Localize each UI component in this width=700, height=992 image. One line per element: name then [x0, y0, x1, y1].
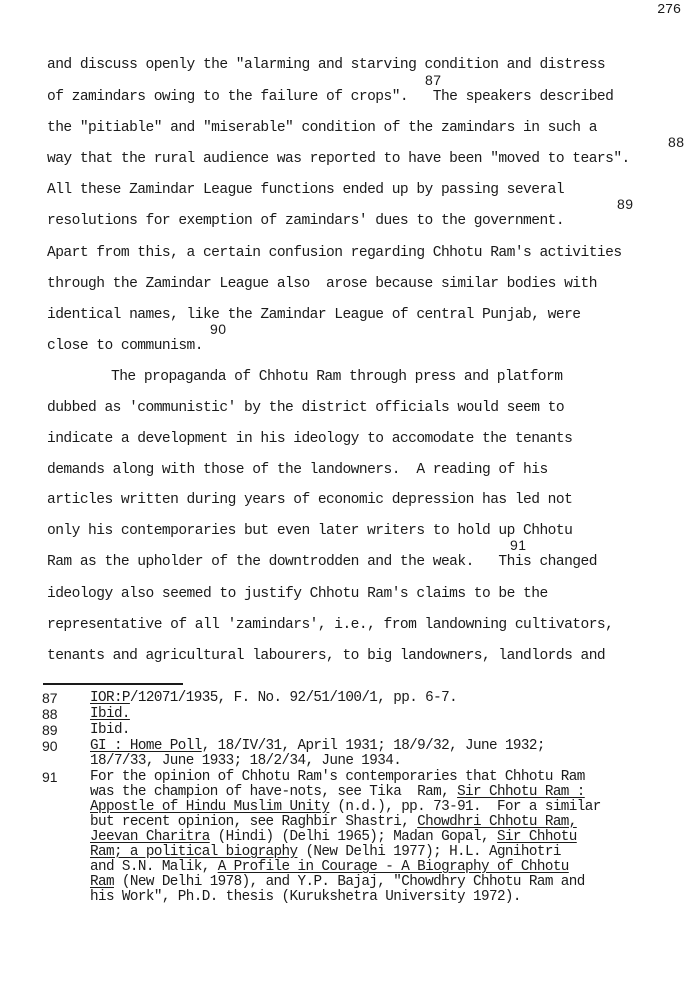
body-line: Ram as the upholder of the downtrodden and the weak. This changed: [47, 554, 597, 570]
footnote-number: 90: [42, 738, 58, 754]
footnote-ref-90: 90: [210, 321, 227, 337]
footnote-text: Ibid.: [90, 722, 130, 738]
body-line: through the Zamindar League also arose because similar bodies with: [47, 276, 597, 292]
footnote-text: Sir Chhotu Ram :: [457, 784, 585, 800]
footnote-text: was the champion of have-nots, see Tika Ram,: [90, 784, 458, 800]
footnote-91-line: [90, 785, 585, 800]
body-line: close to communism.: [47, 338, 203, 354]
footnote-91-line: [90, 770, 585, 785]
footnote-text: 18/7/33, June 1933; 18/2/34, June 1934.: [90, 753, 402, 769]
footnote-text: Appostle of Hindu Muslim Unity: [90, 799, 330, 815]
footnote-text: A Profile in Courage - A Biography of Chhotu: [217, 859, 569, 875]
body-line: resolutions for exemption of zamindars' dues to the government.: [47, 213, 565, 229]
footnote-text: For the opinion of Chhotu Ram's contemporaries that Chhotu Ram: [90, 769, 585, 785]
footnote-text: Sir Chhotu: [496, 829, 577, 845]
footnote-ref-91: 91: [510, 537, 527, 553]
footnote-text: his Work", Ph.D. thesis (Kurukshetra University 1972).: [90, 889, 521, 905]
footnote-number: 89: [42, 722, 58, 738]
body-line: representative of all 'zamindars', i.e., from landowning cultivators,: [47, 617, 614, 633]
footnote-91-line: [90, 860, 569, 875]
footnote-91-line: [90, 800, 601, 815]
body-line: only his contemporaries but even later writers to hold up Chhotu: [47, 523, 573, 539]
footnote-text: Jeevan Charitra: [90, 829, 210, 845]
footnote-text: (New Delhi 1978), and Y.P. Bajaj, "Chowdhry Chhotu Ram and: [113, 874, 585, 890]
footnote-text: (New Delhi 1977); H.L. Agnihotri: [297, 844, 561, 860]
body-line: way that the rural audience was reported to have been "moved to tears".: [47, 151, 630, 167]
footnote-number: 88: [42, 706, 58, 722]
body-line: ideology also seemed to justify Chhotu Ram's claims to be the: [47, 586, 548, 602]
body-line: identical names, like the Zamindar League of central Punjab, were: [47, 307, 581, 323]
footnote-text: Ram: [90, 874, 114, 890]
body-line: of zamindars owing to the failure of crops". The speakers described: [47, 89, 614, 105]
body-line: Apart from this, a certain confusion regarding Chhotu Ram's activities: [47, 245, 622, 261]
footnote-text: GI : Home Poll: [90, 738, 202, 754]
footnote-87: [90, 691, 457, 706]
footnote-91-line: [90, 875, 585, 890]
footnote-91-line: [90, 830, 577, 845]
footnote-text: /12071/1935, F. No. 92/51/100/1, pp. 6-7.: [129, 690, 458, 706]
footnote-89: [90, 723, 130, 738]
footnote-number: 87: [42, 690, 58, 706]
footnote-text: and S.N. Malik,: [90, 859, 218, 875]
footnote-text: Chowdhri Chhotu Ram,: [417, 814, 577, 830]
body-line: articles written during years of economic depression has led not: [47, 492, 573, 508]
body-line: the "pitiable" and "miserable" condition of the zamindars in such a: [47, 120, 597, 136]
footnote-90-line: [90, 754, 401, 769]
footnote-ref-89: 89: [617, 196, 634, 212]
footnote-ref-87: 87: [425, 72, 442, 88]
footnote-91-line: [90, 815, 577, 830]
footnote-text: Ibid.: [90, 706, 130, 722]
footnote-text: Ram; a political biography: [90, 844, 298, 860]
body-line: tenants and agricultural labourers, to big landowners, landlords and: [47, 648, 606, 664]
footnote-text: (Hindi) (Delhi 1965); Madan Gopal,: [209, 829, 497, 845]
footnote-91-line: [90, 890, 521, 905]
body-line: indicate a development in his ideology to accomodate the tenants: [47, 431, 573, 447]
page-number: 276: [657, 2, 681, 18]
body-line: and discuss openly the "alarming and starving condition and distress: [47, 57, 606, 73]
footnote-separator-rule: [43, 683, 183, 685]
footnote-88: [90, 707, 130, 722]
body-line: dubbed as 'communistic' by the district officials would seem to: [47, 400, 565, 416]
footnote-ref-88: 88: [668, 134, 685, 150]
footnote-90-line: [90, 739, 545, 754]
body-line: All these Zamindar League functions ended up by passing several: [47, 182, 565, 198]
footnote-text: but recent opinion, see Raghbir Shastri,: [90, 814, 418, 830]
footnote-number: 91: [42, 769, 58, 785]
footnote-91-line: [90, 845, 561, 860]
body-line: demands along with those of the landowners. A reading of his: [47, 462, 548, 478]
footnote-text: IOR:P: [90, 690, 130, 706]
footnote-text: (n.d.), pp. 73-91. For a similar: [329, 799, 601, 815]
paragraph-start-line: The propaganda of Chhotu Ram through press and platform: [111, 369, 563, 385]
footnote-text: , 18/IV/31, April 1931; 18/9/32, June 1932;: [201, 738, 545, 754]
